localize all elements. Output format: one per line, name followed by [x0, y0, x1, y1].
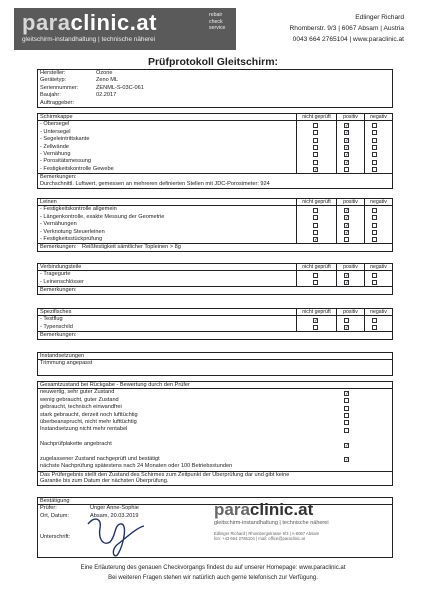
- company-address: Edlinger Richard Rhomberstr. 9/3 | 6067 Absam | Austria 0043 664 2765104 | www.paraclinic.at: [289, 14, 404, 43]
- negative-checkbox[interactable]: [372, 145, 377, 150]
- condition-checkbox[interactable]: ✓: [345, 390, 350, 397]
- condition-row: [38, 404, 392, 411]
- check-label: - Längenkontrolle, exakte Messung der Geometrie: [40, 213, 165, 220]
- positive-checkbox[interactable]: ✓: [345, 145, 350, 152]
- negative-checkbox[interactable]: [372, 237, 377, 242]
- condition-row: [38, 434, 392, 441]
- positive-checkbox[interactable]: [344, 167, 349, 172]
- check-label: - Leinenschlösser: [40, 278, 84, 285]
- negative-checkbox[interactable]: [372, 123, 377, 128]
- positive-checkbox[interactable]: ✓: [345, 122, 350, 129]
- remarks-text: Durchschnittl. Luftwert, gemessen an mehreren definierten Stellen mit JDC-Porosimeter: 924: [40, 180, 270, 187]
- info-row-serial: Seriennummer: ZENML-S-03C-061: [40, 84, 144, 91]
- check-label: überbeansprucht, nicht mehr lufttüchtig: [40, 418, 137, 425]
- check-row: [38, 214, 392, 221]
- negative-checkbox[interactable]: [372, 167, 377, 172]
- not-checked-checkbox[interactable]: ✓: [314, 317, 319, 324]
- logo-side-text: rebair check service: [209, 12, 226, 31]
- check-row: [38, 221, 392, 228]
- condition-checkbox[interactable]: [344, 398, 349, 403]
- negative-checkbox[interactable]: [372, 152, 377, 157]
- check-row: [38, 136, 392, 143]
- page-title: Prüfprotokoll Gleitschirm:: [147, 56, 279, 68]
- info-row-year: Baujahr: 02.2017: [40, 92, 117, 99]
- condition-checkbox[interactable]: [344, 406, 349, 411]
- check-label: - Verknotung Steuerleinen: [40, 228, 105, 235]
- section-header: Spezifisches nicht geprüft positiv negativ: [38, 309, 392, 316]
- check-label: stark gebraucht, derzeit noch lufttüchtig: [40, 411, 138, 418]
- paraclinic-logo: [14, 8, 236, 50]
- condition-row: [38, 397, 392, 404]
- general-info-section: [37, 69, 393, 108]
- check-row: [38, 144, 392, 151]
- connectors-section: [37, 263, 393, 295]
- check-row: [38, 158, 392, 165]
- check-label: - Zellwände: [40, 143, 69, 150]
- not-checked-checkbox[interactable]: ✓: [314, 237, 319, 244]
- negative-checkbox[interactable]: [372, 230, 377, 235]
- check-label: gebraucht, technisch einwandfrei: [40, 404, 122, 411]
- section-header: Verbindungsteile nicht geprüft positiv negativ: [38, 264, 392, 271]
- check-row: [38, 271, 392, 278]
- not-checked-checkbox[interactable]: [313, 325, 318, 330]
- positive-checkbox[interactable]: [344, 237, 349, 242]
- condition-row: [38, 412, 392, 419]
- negative-checkbox[interactable]: [372, 130, 377, 135]
- check-row: [38, 151, 392, 158]
- positive-checkbox[interactable]: ✓: [345, 230, 350, 237]
- not-checked-checkbox[interactable]: [313, 215, 318, 220]
- negative-checkbox[interactable]: [372, 208, 377, 213]
- remarks-row: Bemerkungen: Reißfestigkeit sämtlicher Topleinen > 8g: [38, 243, 392, 250]
- positive-checkbox[interactable]: ✓: [345, 207, 350, 214]
- not-checked-checkbox[interactable]: [313, 145, 318, 150]
- positive-checkbox[interactable]: ✓: [345, 137, 350, 144]
- check-row: [38, 279, 392, 286]
- logo-para: para: [22, 10, 71, 35]
- footer-line-2: Bei weiteren Fragen stehen wir natürlich auch gerne telefonisch zur Verfügung.: [108, 575, 318, 581]
- positive-checkbox[interactable]: ✓: [345, 325, 350, 332]
- check-label: - Vernähung: [40, 150, 71, 157]
- check-label: - Festigkeitskontrolle Gewebe: [40, 165, 114, 172]
- condition-checkbox[interactable]: ✓: [345, 457, 350, 464]
- negative-checkbox[interactable]: [372, 273, 377, 278]
- check-label: zugelassener Zustand nachgeprüft und bestätigt: [40, 455, 160, 462]
- negative-checkbox[interactable]: [372, 318, 377, 323]
- check-label: - Festigkeitsstückprüfung: [40, 235, 103, 242]
- not-checked-checkbox[interactable]: [313, 230, 318, 235]
- check-label: - Tragegurte: [40, 271, 71, 278]
- check-row: [38, 166, 392, 173]
- check-row: [38, 206, 392, 213]
- condition-row: [38, 449, 392, 456]
- place-date-row: Ort, Datum: Absam, 20.03.2019: [40, 512, 139, 519]
- repairs-section: [37, 352, 393, 376]
- info-row-type: Gerätetyp: Zeno ML: [40, 77, 119, 84]
- not-checked-checkbox[interactable]: [313, 280, 318, 285]
- footer-line-1: Eine Erläuterung des genauen Checkvorgangs findest du auf unserer Homepage: www.paraclinic.at: [80, 565, 346, 571]
- lines-section: [37, 198, 393, 252]
- condition-row: [38, 441, 392, 448]
- check-row: [38, 324, 392, 331]
- check-row: [38, 236, 392, 243]
- not-checked-checkbox[interactable]: [313, 223, 318, 228]
- positive-checkbox[interactable]: ✓: [345, 222, 350, 229]
- signature-label: Unterschrift:: [40, 534, 71, 541]
- not-checked-checkbox[interactable]: [313, 130, 318, 135]
- negative-checkbox[interactable]: [372, 280, 377, 285]
- negative-checkbox[interactable]: [372, 138, 377, 143]
- remarks-label: Bemerkungen:: [38, 173, 392, 180]
- section-header: Leinen nicht geprüft positiv negativ: [38, 199, 392, 206]
- check-row: [38, 129, 392, 136]
- positive-checkbox[interactable]: ✓: [345, 130, 350, 137]
- check-label: - Porositätsmessung: [40, 158, 91, 165]
- disclaimer-line-2: Garantie bis zum Datum der nächsten Überprüfung.: [40, 478, 169, 485]
- check-label: Nachprüfplakette angebracht: [40, 441, 112, 448]
- condition-row: [38, 456, 392, 463]
- positive-checkbox[interactable]: ✓: [345, 152, 350, 159]
- not-checked-checkbox[interactable]: [313, 160, 318, 165]
- check-label: - Festigkeitskontrolle allgemein: [40, 206, 117, 213]
- positive-checkbox[interactable]: ✓: [345, 159, 350, 166]
- check-row: [38, 229, 392, 236]
- remarks-label: Bemerkungen:: [38, 286, 392, 293]
- negative-checkbox[interactable]: [372, 215, 377, 220]
- condition-checkbox[interactable]: [344, 428, 349, 433]
- handwritten-signature: [84, 514, 154, 560]
- check-label: - Typenschild: [40, 323, 73, 330]
- inspector-row: Prüfer: Unger Anne-Sophie: [40, 505, 139, 512]
- next-inspection-note: nächste Nachprüfung spätestens nach 24 Monaten oder 100 Betriebsstunden: [40, 463, 233, 470]
- positive-checkbox[interactable]: ✓: [345, 280, 350, 287]
- condition-row: [38, 389, 392, 396]
- repairs-text: Trimmung angepasst: [40, 360, 93, 367]
- not-checked-checkbox[interactable]: ✓: [314, 167, 319, 174]
- not-checked-checkbox[interactable]: [313, 138, 318, 143]
- section-header: Schirmkappe nicht geprüft positiv negativ: [38, 114, 392, 121]
- disclaimer-line-1: Das Prüfergebnis stellt den Zustand des Schirmes zum Zeitpunkt der Überprüfung dar und gibt keine: [38, 471, 392, 478]
- overall-condition-section: [37, 381, 393, 486]
- not-checked-checkbox[interactable]: [313, 273, 318, 278]
- check-label: - Testflug: [40, 316, 63, 323]
- canopy-section: [37, 113, 393, 189]
- not-checked-checkbox[interactable]: [313, 152, 318, 157]
- check-label: - Vernähungen: [40, 221, 77, 228]
- not-checked-checkbox[interactable]: [313, 123, 318, 128]
- info-row-manufacturer: Hersteller: Ozone: [40, 70, 113, 76]
- section-header: Instandsetzungen: [38, 353, 392, 360]
- check-label: - Obersegel: [40, 121, 70, 128]
- check-label: wenig gebraucht, guter Zustand: [40, 396, 119, 403]
- logo-clinic: clinic.at: [70, 10, 157, 35]
- check-label: - Segeleintrittskante: [40, 136, 90, 143]
- negative-checkbox[interactable]: [372, 223, 377, 228]
- check-label: neuwertig, sehr guter Zustand: [40, 389, 115, 396]
- positive-checkbox[interactable]: [344, 318, 349, 323]
- section-header: Gesamtzustand bei Rückgabe - Bewertung durch den Prüfer: [38, 382, 392, 389]
- logo-tagline: gleitschirm-instandhaltung | technische näherei: [22, 36, 156, 43]
- specific-section: [37, 308, 393, 340]
- positive-checkbox[interactable]: ✓: [345, 215, 350, 222]
- check-label: Instandsetzung nicht mehr rentabel: [40, 426, 128, 433]
- company-stamp: paraclinic.at gleitschirm-instandhaltung | technische näherei Edlinger Richard | Rhombergstrasse 9/3 | A-6067 Absam fon: +43 664 2765104 | mail: office@paraclinic.at: [214, 500, 329, 541]
- negative-checkbox[interactable]: [372, 325, 377, 330]
- condition-row: [38, 426, 392, 433]
- section-header: Bestätigung: [38, 498, 392, 505]
- condition-checkbox[interactable]: [344, 420, 349, 425]
- negative-checkbox[interactable]: [372, 160, 377, 165]
- remarks-label: Bemerkungen:: [38, 331, 392, 338]
- check-label: - Untersegel: [40, 128, 71, 135]
- positive-checkbox[interactable]: ✓: [345, 272, 350, 279]
- condition-row: [38, 419, 392, 426]
- check-row: [38, 121, 392, 128]
- condition-checkbox[interactable]: ✓: [345, 442, 350, 449]
- info-row-client: Auftraggeber:: [40, 99, 74, 106]
- condition-checkbox[interactable]: [344, 413, 349, 418]
- not-checked-checkbox[interactable]: [313, 208, 318, 213]
- check-row: [38, 316, 392, 323]
